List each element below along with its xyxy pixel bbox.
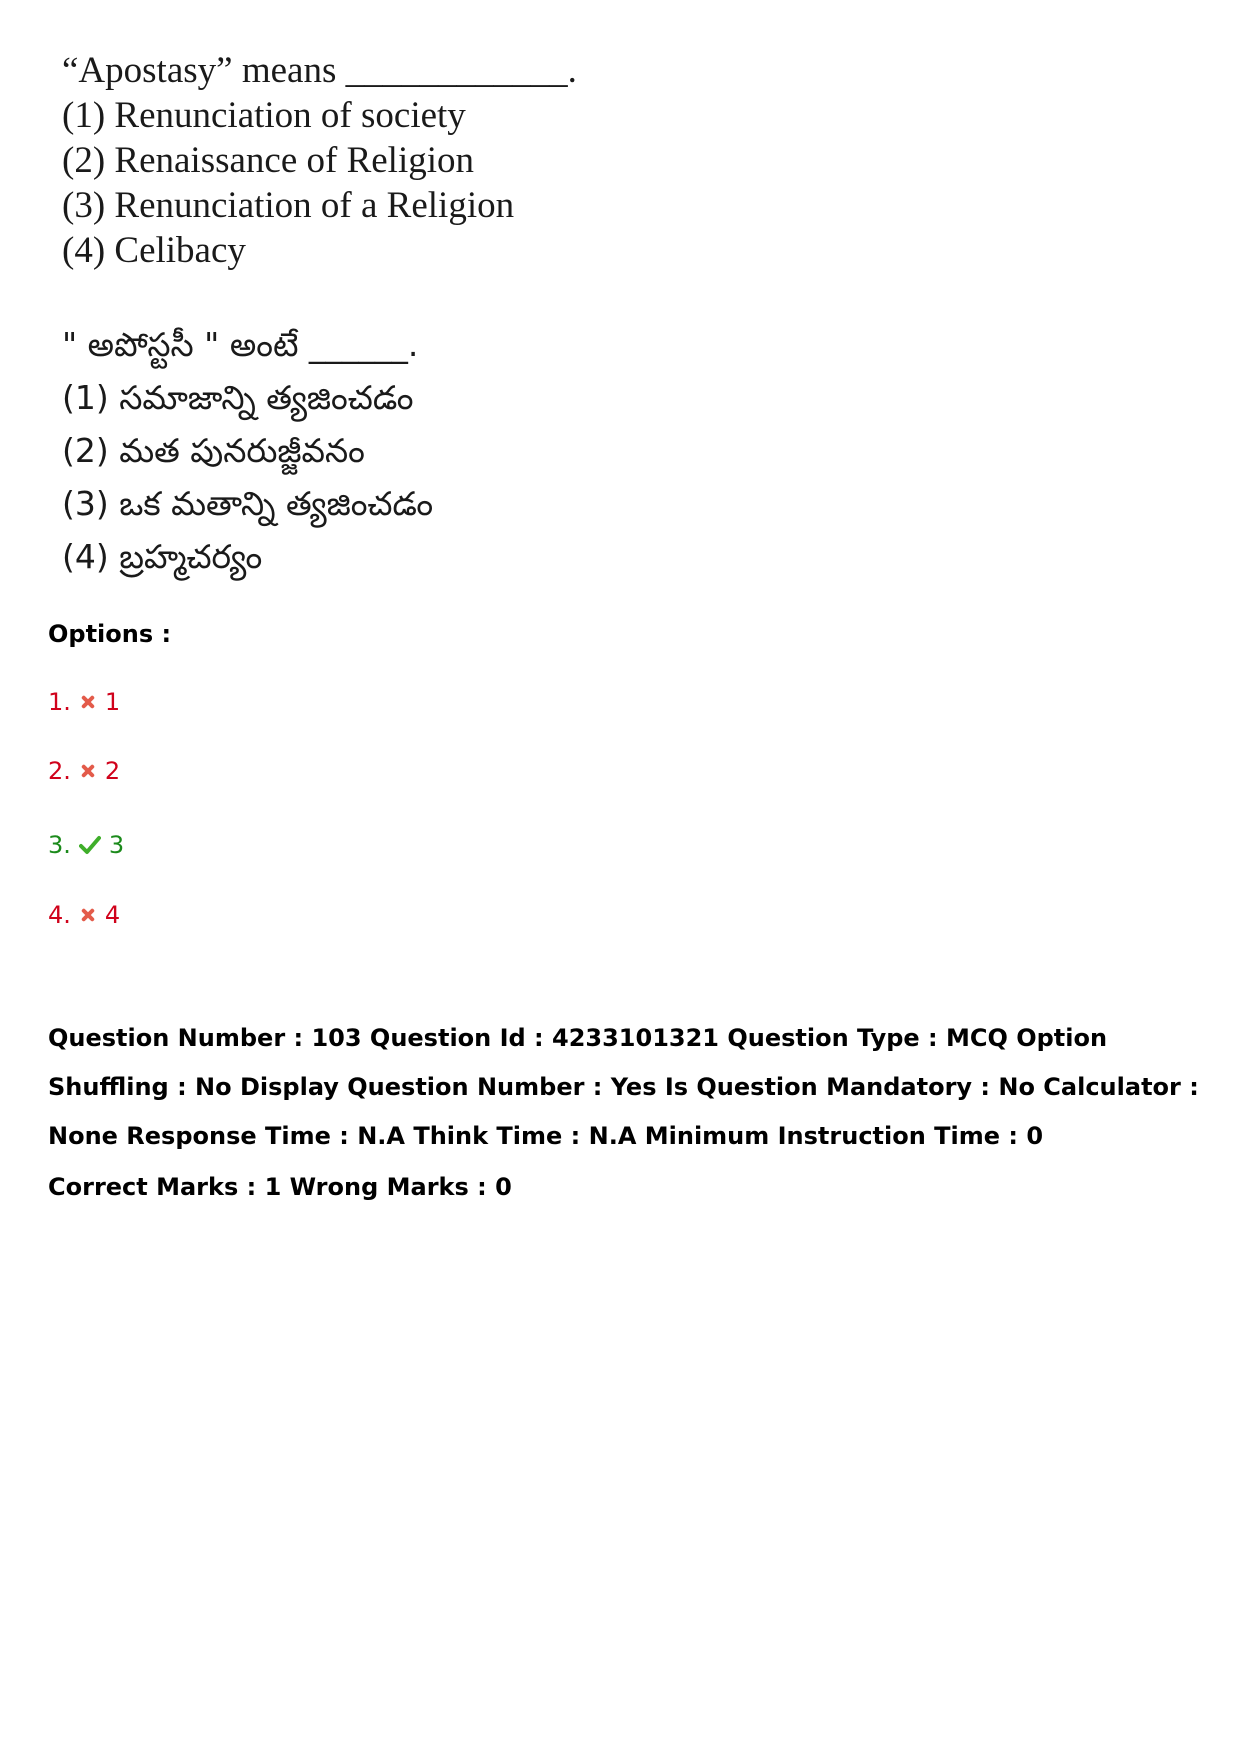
- question-option-telugu: (3) ఒక మతాన్ని త్యజించడం: [62, 484, 434, 523]
- option-4: [48, 901, 120, 929]
- check-icon: [79, 835, 101, 855]
- question-option-english: (2) Renaissance of Religion: [62, 140, 475, 181]
- question-telugu: [62, 318, 433, 583]
- cross-icon: [79, 762, 97, 780]
- option-number: 1.: [48, 688, 71, 716]
- question-stem-english: “Apostasy” means ____________.: [62, 50, 577, 91]
- question-option-english: (1) Renunciation of society: [62, 95, 466, 136]
- question-english: [62, 48, 577, 273]
- option-2: [48, 757, 120, 785]
- option-3: [48, 831, 124, 859]
- question-option-english: (4) Celibacy: [62, 230, 246, 271]
- question-option-english: (3) Renunciation of a Religion: [62, 185, 515, 226]
- question-option-telugu: (1) సమాజాన్ని త్యజించడం: [62, 378, 414, 417]
- question-option-telugu: (2) మత పునరుజ్జీవనం: [62, 431, 365, 470]
- option-value: 3: [108, 831, 125, 859]
- options-heading: Options :: [48, 620, 172, 648]
- question-image: [48, 40, 588, 580]
- question-option-telugu: (4) బ్రహ్మచర్యం: [62, 537, 263, 576]
- option-value: 4: [104, 901, 121, 929]
- option-value: 1: [104, 688, 121, 716]
- question-metadata: Question Number : 103 Question Id : 4233101321 Question Type : MCQ Option Shuffling : No Display Question Number : Yes Is Question Mandatory : No Calculator : None Response Time : N.A Think Time : N.A Minimum Instruction Time : 0: [48, 1024, 1199, 1150]
- cross-icon: [79, 906, 97, 924]
- question-stem-telugu: " అపోస్టసీ " అంటే ______.: [62, 325, 419, 364]
- option-number: 2.: [48, 757, 71, 785]
- option-number: 3.: [48, 831, 71, 859]
- option-1: [48, 688, 120, 716]
- option-number: 4.: [48, 901, 71, 929]
- marks-info: Correct Marks : 1 Wrong Marks : 0: [48, 1173, 512, 1201]
- cross-icon: [79, 693, 97, 711]
- option-value: 2: [104, 757, 121, 785]
